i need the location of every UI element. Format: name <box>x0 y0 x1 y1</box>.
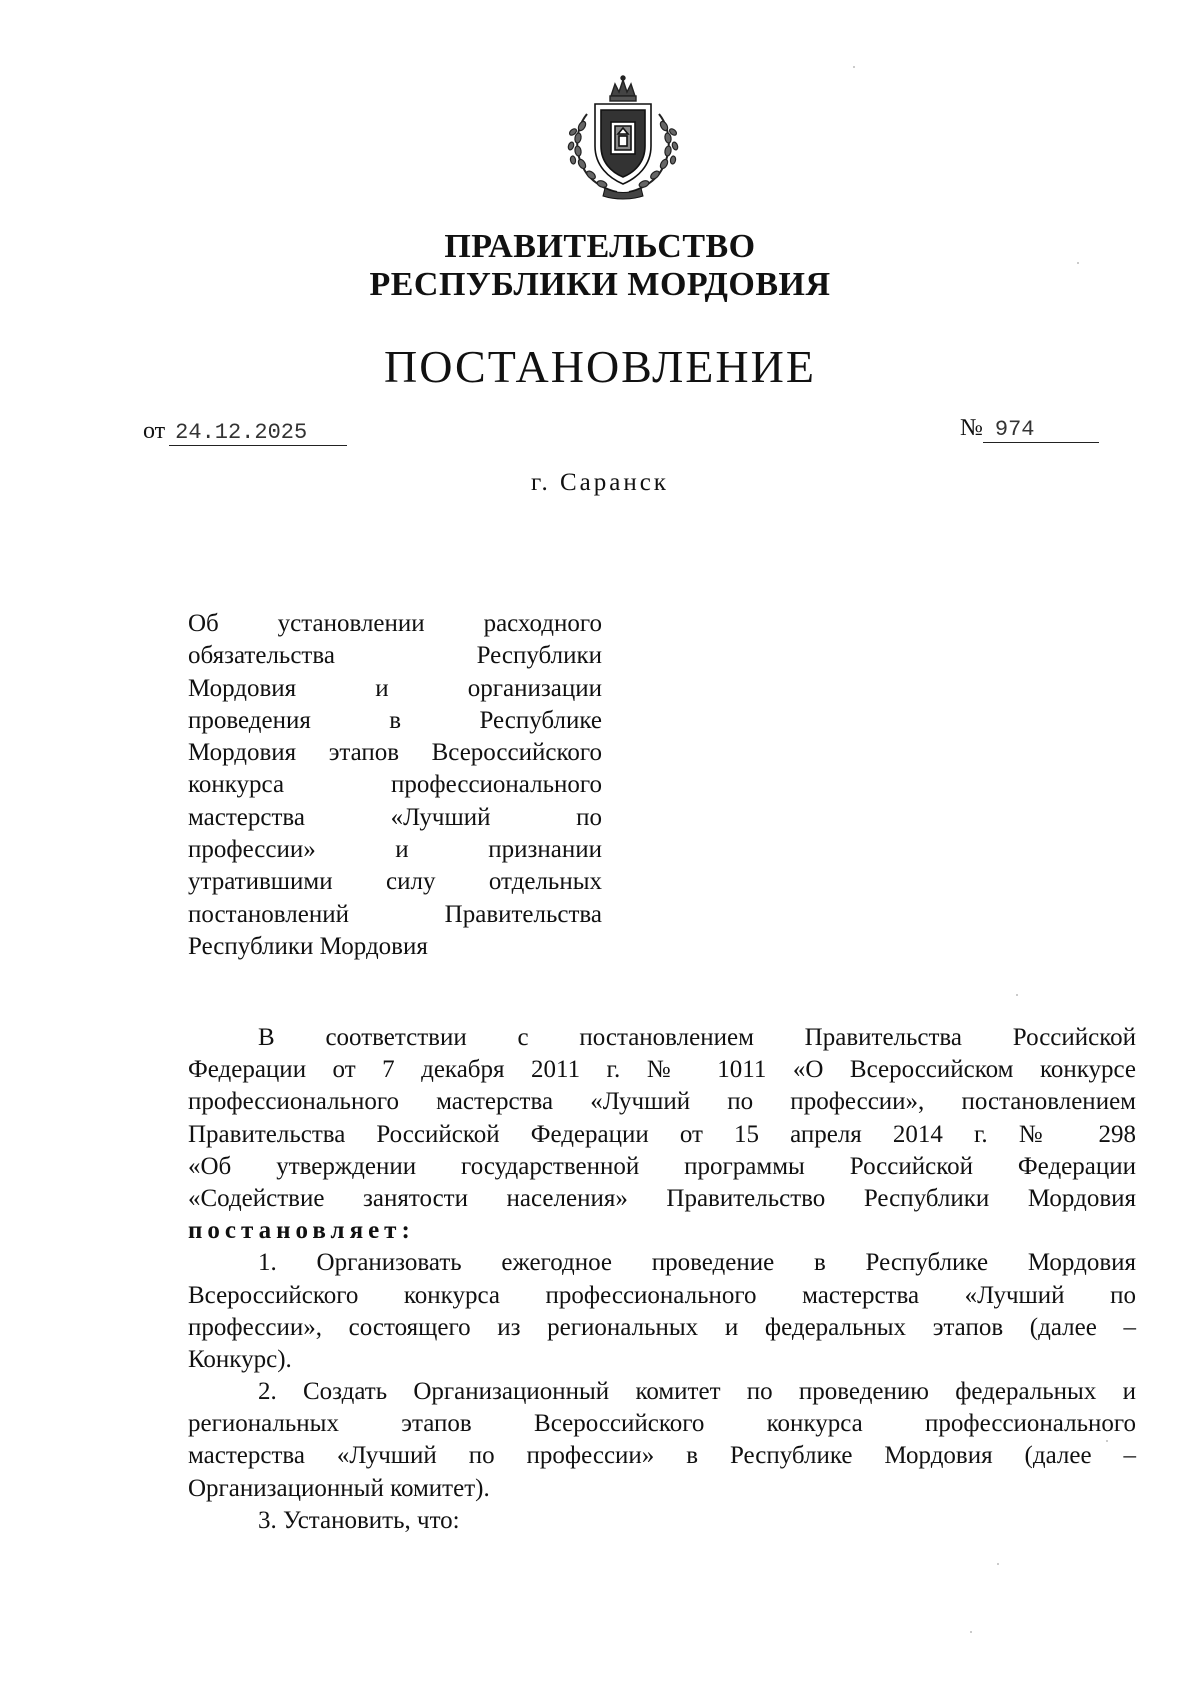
resolves-word: постановляет: <box>188 1217 415 1245</box>
subject-line: обязательства Республики <box>188 642 602 670</box>
number-line <box>960 413 1099 443</box>
authority-title-line1: ПРАВИТЕЛЬСТВО <box>444 228 756 265</box>
resolves-line <box>188 1215 1136 1247</box>
coat-of-arms-icon <box>565 74 681 200</box>
subject-line: Республики Мордовия <box>188 932 428 960</box>
subject-line: Об установлении расходного <box>188 610 602 637</box>
item2-line: региональных этапов Всероссийского конкурса профессионального <box>188 1410 1136 1438</box>
subject-line: проведения в Республике <box>188 706 602 734</box>
subject-line: постановлений Правительства <box>188 900 602 928</box>
preamble-line: профессионального мастерства «Лучший по профессии», постановлением <box>188 1088 1136 1116</box>
preamble-line: В соответствии с постановлением Правительства Российской <box>258 1024 1136 1051</box>
scan-speck <box>1016 994 1018 996</box>
subject-line: мастерства «Лучший по <box>188 803 602 831</box>
subject-line: конкурса профессионального <box>188 771 602 799</box>
number-prefix: № <box>960 415 983 441</box>
item1-line: профессии», состоящего из региональных и федеральных этапов (далее – <box>188 1313 1136 1341</box>
scan-speck <box>970 1631 972 1633</box>
preamble-line: «Об утверждении государственной программы Российской Федерации <box>188 1152 1136 1180</box>
item3-line: 3. Установить, что: <box>258 1506 460 1534</box>
subject-line: Мордовия этапов Всероссийского <box>188 739 602 767</box>
item2-line: 2. Создать Организационный комитет по проведению федеральных и <box>258 1378 1136 1406</box>
document-subject <box>188 608 602 963</box>
date-value: 24.12.2025 <box>169 421 347 446</box>
document-type-title: ПОСТАНОВЛЕНИЕ <box>384 341 816 392</box>
preamble-line: «Содействие занятости населения» Правительство Республики Мордовия <box>188 1184 1136 1212</box>
number-value: 974 <box>983 418 1099 443</box>
date-prefix: от <box>143 418 166 444</box>
scan-speck <box>853 66 855 68</box>
subject-line: утратившими силу отдельных <box>188 868 602 896</box>
scan-speck <box>1106 1440 1108 1442</box>
item2-line: Организационный комитет). <box>188 1474 490 1502</box>
document-body <box>188 1022 1136 1537</box>
scan-speck <box>1077 262 1079 264</box>
preamble-line: Федерации от 7 декабря 2011 г. № 1011 «О Всероссийском конкурсе <box>188 1056 1136 1084</box>
item1-line: 1. Организовать ежегодное проведение в Республике Мордовия <box>258 1249 1136 1277</box>
subject-line: Мордовия и организации <box>188 674 602 702</box>
date-line <box>143 416 347 446</box>
item1-line: Всероссийского конкурса профессионального мастерства «Лучший по <box>188 1281 1136 1309</box>
item1-line: Конкурс). <box>188 1345 292 1373</box>
subject-line: профессии» и признании <box>188 836 602 864</box>
item2-line: мастерства «Лучший по профессии» в Республике Мордовия (далее – <box>188 1442 1136 1470</box>
scan-speck <box>997 1563 999 1565</box>
city-line: г. Саранск <box>531 469 669 496</box>
preamble-line: Правительства Российской Федерации от 15 апреля 2014 г. № 298 <box>188 1120 1136 1148</box>
authority-title-line2: РЕСПУБЛИКИ МОРДОВИЯ <box>369 266 831 303</box>
